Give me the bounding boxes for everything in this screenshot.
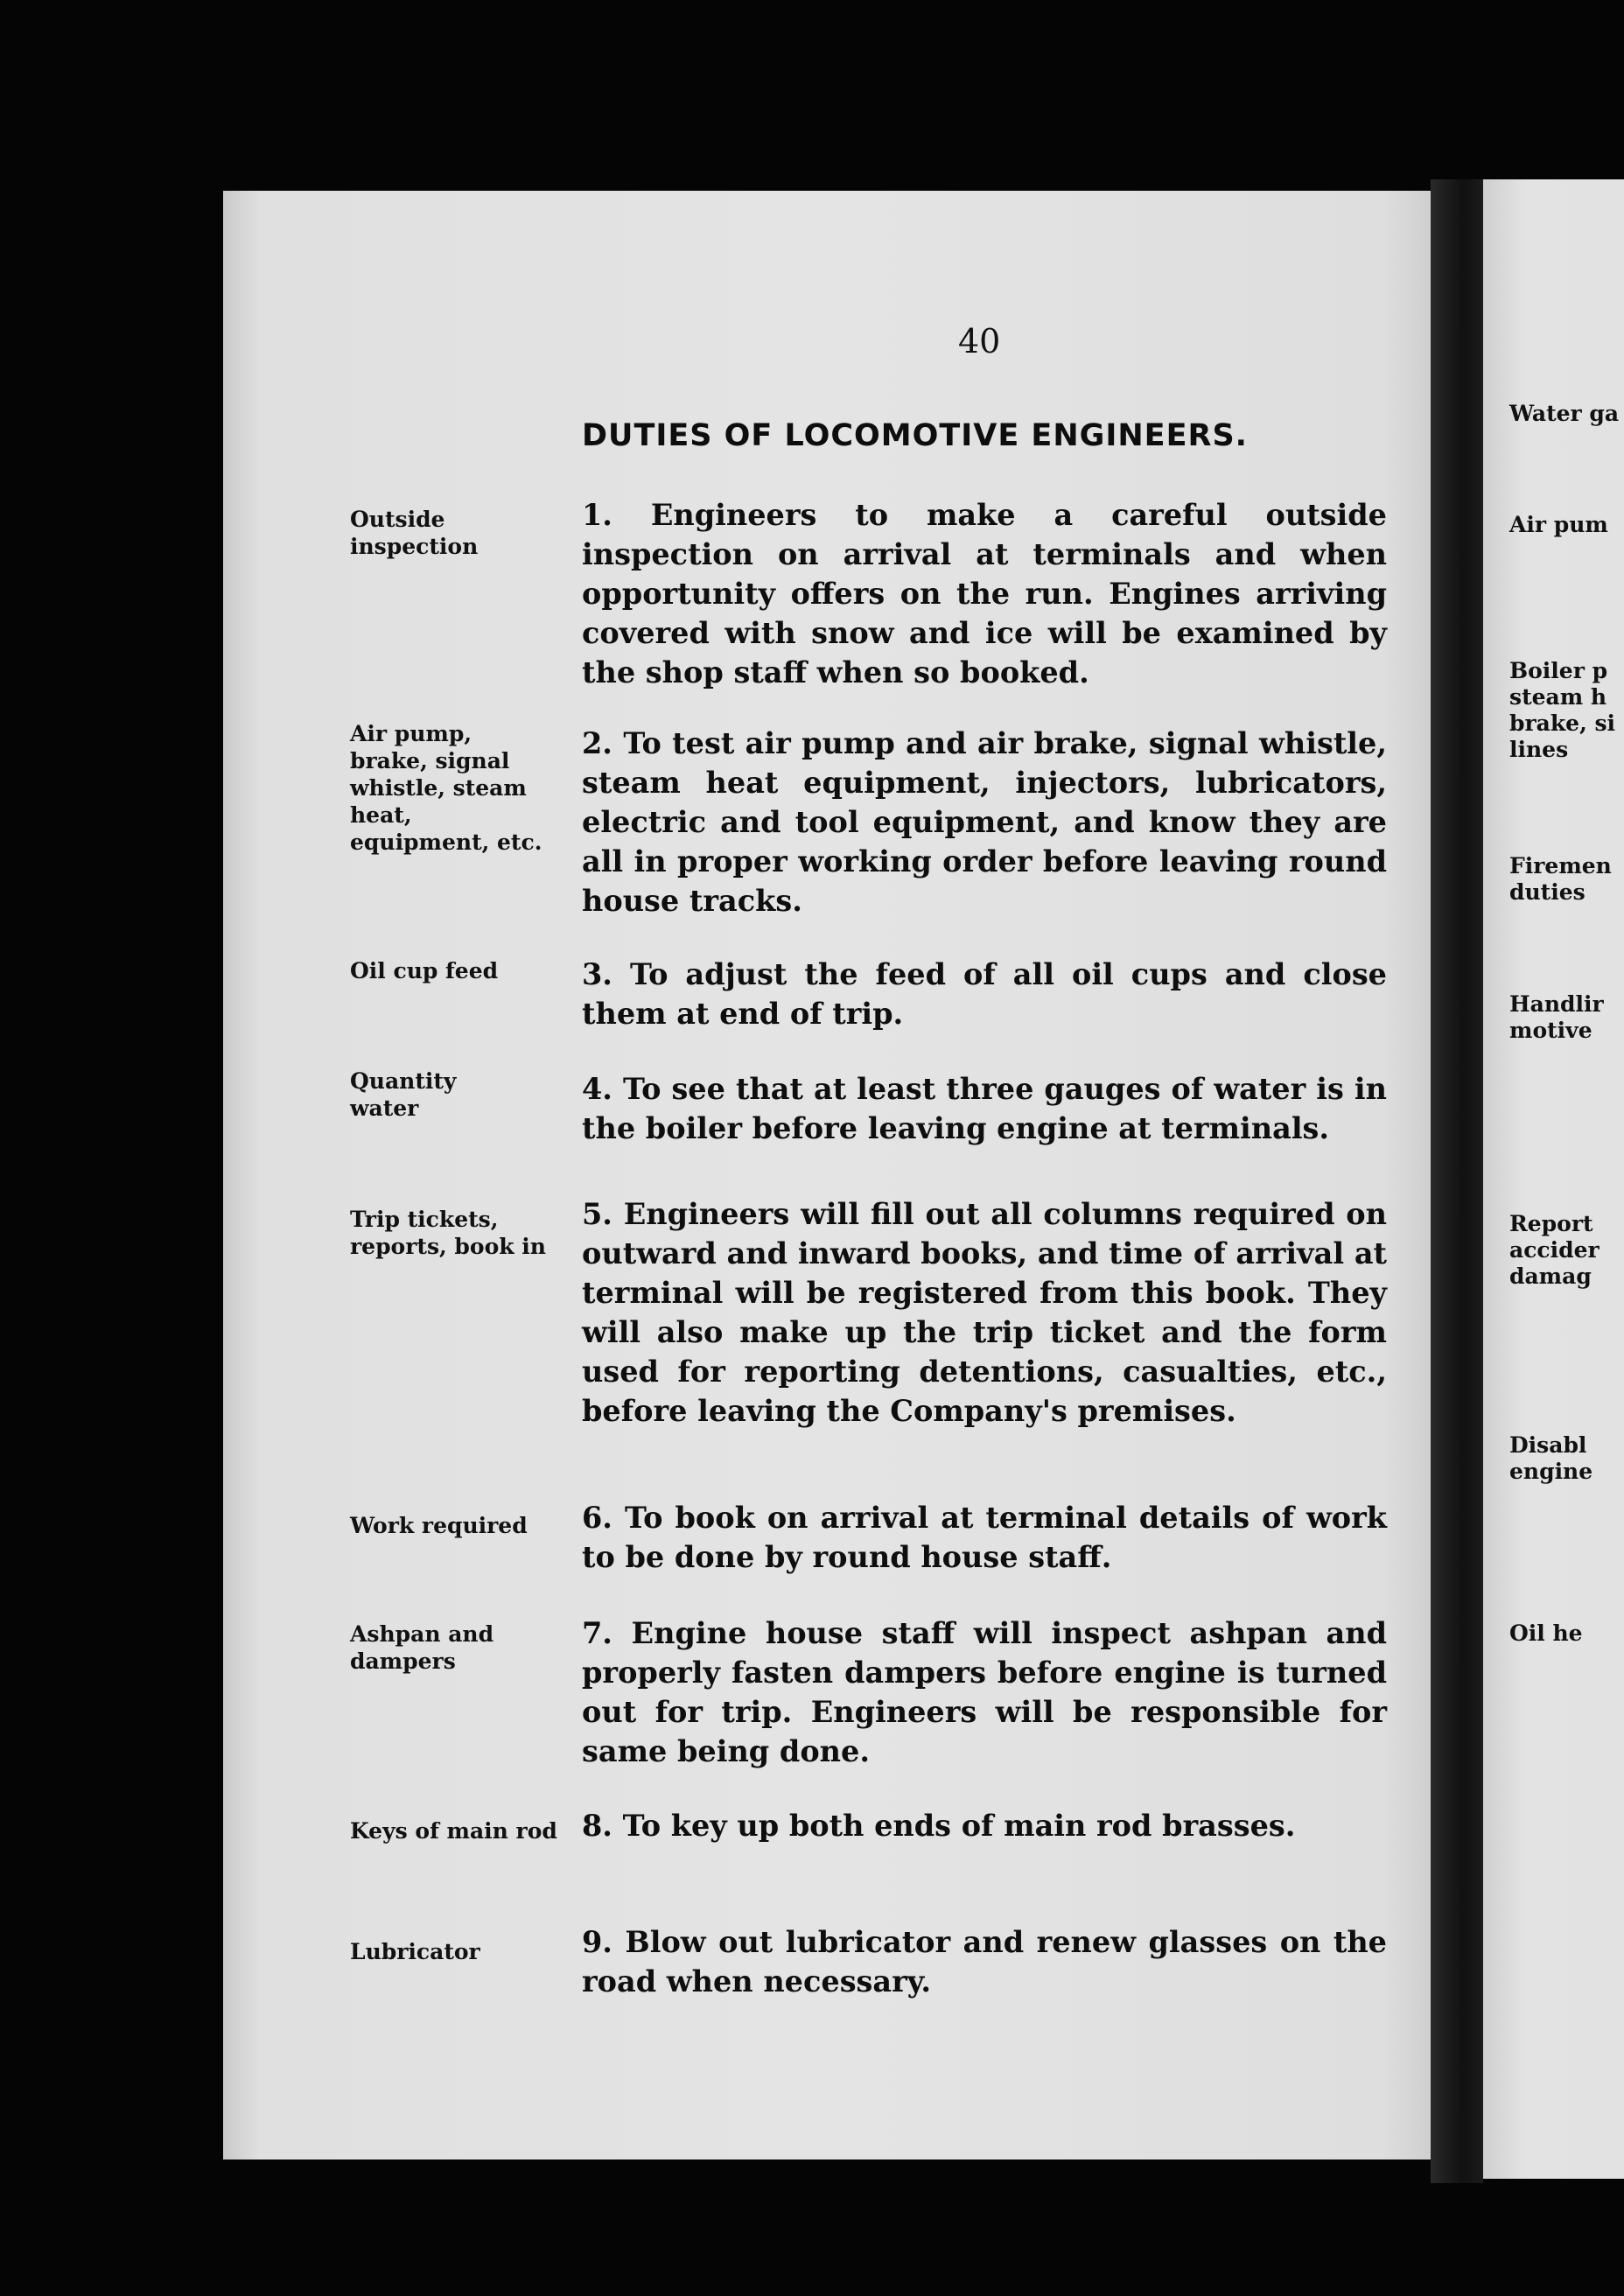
margin-note-outside-inspection: Outside inspection bbox=[350, 507, 479, 559]
margin-note-air-pump: Air pump, brake, signal whistle, steam heat, equipment, etc. bbox=[350, 721, 542, 855]
margin-note-oil-cup-feed: Oil cup feed bbox=[350, 958, 499, 984]
margin-note-work-required: Work required bbox=[350, 1513, 528, 1538]
right-label-handling: Handlir motive bbox=[1509, 991, 1604, 1043]
paragraph-6: 6. To book on arrival at terminal details of work to be done by round house staff. bbox=[582, 1501, 1387, 1574]
paragraph-1: 1. Engineers to make a careful outside inspection on arrival at terminals and when opportunity offers on the run. Engines arriving covered with snow and ice will be examined by the shop staff when so booked. bbox=[582, 498, 1387, 690]
left-page bbox=[223, 191, 1431, 2160]
paragraph-4: 4. To see that at least three gauges of water is in the boiler before leaving engine at terminals. bbox=[582, 1072, 1387, 1145]
right-label-oil-heat: Oil he bbox=[1509, 1620, 1583, 1646]
right-label-air-pump: Air pum bbox=[1509, 512, 1608, 537]
paragraph-8: 8. To key up both ends of main rod brasses. bbox=[582, 1809, 1296, 1843]
right-label-disabled-engine: Disabl engine bbox=[1509, 1432, 1593, 1484]
right-label-water-gauge: Water ga bbox=[1509, 401, 1620, 426]
page-title: DUTIES OF LOCOMOTIVE ENGINEERS. bbox=[582, 418, 1248, 453]
page-number: 40 bbox=[958, 322, 1001, 360]
right-label-boiler: Boiler p steam h brake, si lines bbox=[1509, 658, 1616, 762]
margin-note-trip-tickets: Trip tickets, reports, book in bbox=[350, 1207, 546, 1259]
paragraph-7: 7. Engine house staff will inspect ashpan and properly fasten dampers before engine is turned out for trip. Engineers will be responsible for same being done. bbox=[582, 1616, 1387, 1768]
paragraph-2: 2. To test air pump and air brake, signal whistle, steam heat equipment, injectors, lubricators, electric and tool equipment, and know they are all in proper working order before leaving round house tracks. bbox=[582, 726, 1387, 918]
book-gutter bbox=[1431, 179, 1483, 2183]
paragraph-9: 9. Blow out lubricator and renew glasses on the road when necessary. bbox=[582, 1925, 1387, 1998]
right-page bbox=[1483, 179, 1624, 2179]
right-label-report-accident: Report accider damag bbox=[1509, 1211, 1600, 1289]
margin-note-lubricator: Lubricator bbox=[350, 1939, 480, 1964]
margin-note-keys-main-rod: Keys of main rod bbox=[350, 1818, 557, 1844]
paragraph-3: 3. To adjust the feed of all oil cups and close them at end of trip. bbox=[582, 957, 1387, 1031]
margin-note-ashpan-dampers: Ashpan and dampers bbox=[350, 1621, 494, 1674]
margin-note-quantity-water: Quantity water bbox=[350, 1068, 457, 1121]
paragraph-5: 5. Engineers will fill out all columns required on outward and inward books, and time of arrival at terminal will be registered from this book. They will also make up the trip ticket and the form used for reporting detentions, casualties, etc., before leaving the Company's premises. bbox=[582, 1197, 1387, 1428]
right-label-firemen-duties: Firemen duties bbox=[1509, 853, 1612, 905]
